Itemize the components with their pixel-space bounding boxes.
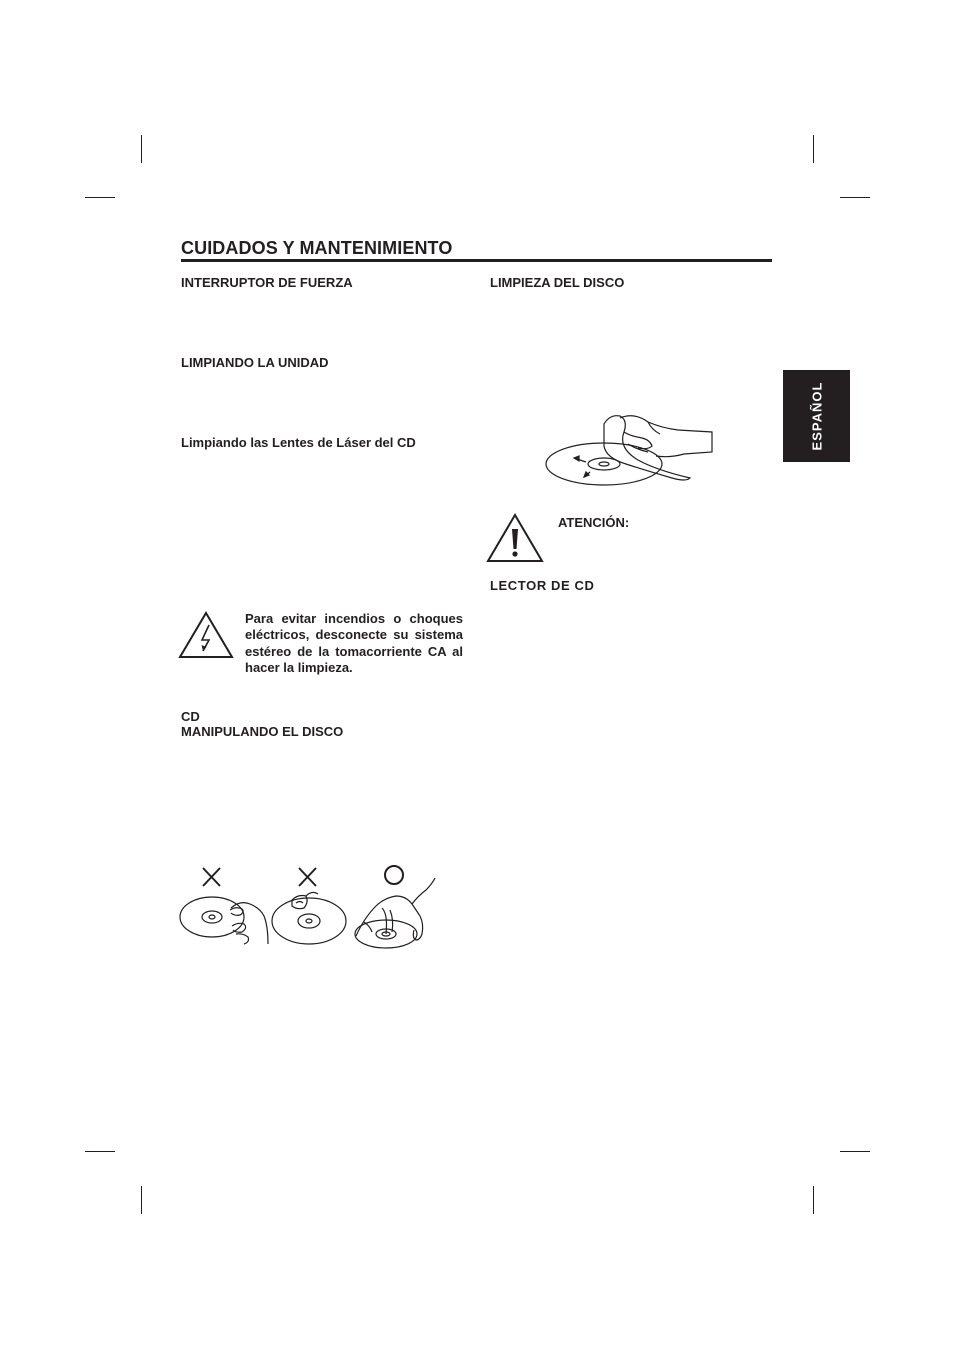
disc-handling-illustration [176, 860, 440, 952]
shock-warning-text: Para evitar incendios o choques eléctricos, desconecte su sistema estéreo de la tomacorriente CA al hacer la limpieza. [245, 611, 463, 675]
crop-mark-top-right-vertical [813, 135, 814, 163]
crop-mark-top-left-vertical [141, 135, 142, 163]
x-mark-icon [299, 868, 316, 886]
laser-lens-heading: Limpiando las Lentes de Láser del CD [181, 435, 416, 450]
power-switch-heading: INTERRUPTOR DE FUERZA [181, 275, 353, 290]
language-tab-label: ESPAÑOL [809, 381, 824, 451]
disc-cleaning-illustration [544, 410, 716, 486]
crop-mark-bottom-right-vertical [813, 1186, 814, 1214]
crop-mark-top-left-horizontal [85, 197, 115, 198]
page-title: CUIDADOS Y MANTENIMIENTO [181, 238, 453, 258]
caution-exclamation-icon [486, 513, 544, 563]
cleaning-unit-heading: LIMPIANDO LA UNIDAD [181, 355, 329, 370]
cd-player-heading: LECTOR DE CD [490, 578, 595, 593]
title-underline [181, 259, 772, 262]
x-mark-icon [203, 868, 220, 886]
cd-label: CD [181, 709, 200, 724]
crop-mark-bottom-right-horizontal [840, 1151, 870, 1152]
attention-label: ATENCIÓN: [558, 515, 630, 530]
crop-mark-bottom-left-vertical [141, 1186, 142, 1214]
electric-shock-warning-icon [178, 611, 234, 659]
language-tab [783, 370, 850, 462]
circle-mark-icon [385, 866, 403, 884]
crop-mark-top-right-horizontal [840, 197, 870, 198]
disc-handling-heading: MANIPULANDO EL DISCO [181, 724, 344, 739]
disc-cleaning-heading: LIMPIEZA DEL DISCO [490, 275, 625, 290]
crop-mark-bottom-left-horizontal [85, 1151, 115, 1152]
